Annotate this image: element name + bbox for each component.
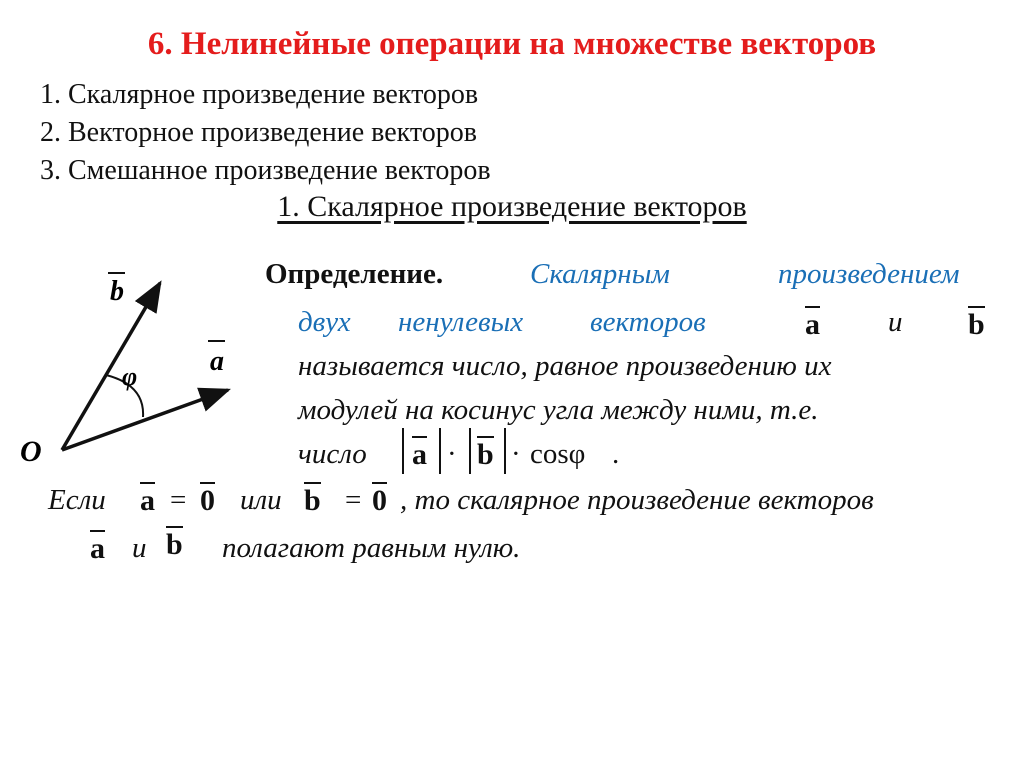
angle-label: φ (122, 362, 138, 391)
vector-diagram (10, 255, 270, 485)
condition-text: , то скалярное произведение векторов (400, 484, 874, 516)
or-word: или (240, 484, 282, 516)
zero-vector: 0 (372, 484, 387, 517)
definition-line: модулей на косинус угла между ними, т.е. (298, 394, 819, 426)
vector-a-arrow (62, 390, 228, 450)
dot-symbol: · (511, 438, 521, 470)
vector-b-arrow (62, 283, 160, 450)
topic-list (40, 76, 491, 190)
definition-line: число (298, 438, 367, 470)
definition-term: произведением (778, 258, 960, 290)
definition-term: векторов (590, 306, 706, 338)
vector-b: b (166, 528, 183, 561)
condition-text: полагают равным нулю. (222, 532, 521, 564)
if-word: Если (48, 484, 106, 516)
vector-a: a (90, 532, 105, 565)
origin-label: O (20, 435, 42, 468)
definition-term: Скалярным (530, 258, 670, 290)
and-word: и (132, 532, 147, 564)
section-subtitle: 1. Скалярное произведение векторов (277, 190, 747, 223)
equals-sign: = (170, 484, 187, 516)
vector-b-label: b (110, 276, 124, 307)
vector-b: b (968, 308, 985, 341)
cos-expression: cosφ (530, 438, 586, 470)
vector-a-label: a (210, 346, 224, 377)
vector-a: a (412, 438, 427, 471)
zero-vector: 0 (200, 484, 215, 517)
equals-sign: = (345, 484, 362, 516)
definition-heading: Определение. (265, 258, 444, 290)
definition-line: называется число, равное произведению их (298, 350, 832, 382)
vector-a: a (140, 484, 155, 517)
dot-symbol: · (447, 438, 457, 470)
vector-b: b (304, 484, 321, 517)
period: . (612, 438, 620, 470)
definition-term: двух (298, 306, 351, 338)
slide-title: 6. Нелинейные операции на множестве векторов (147, 26, 877, 62)
topic-item: 3. Смешанное произведение векторов (40, 155, 491, 186)
topic-item: 1. Скалярное произведение векторов (40, 79, 479, 110)
and-word: и (888, 306, 903, 338)
vector-b: b (477, 438, 494, 471)
vector-a: a (805, 308, 820, 341)
definition-term: ненулевых (398, 306, 524, 338)
topic-item: 2. Векторное произведение векторов (40, 117, 477, 148)
